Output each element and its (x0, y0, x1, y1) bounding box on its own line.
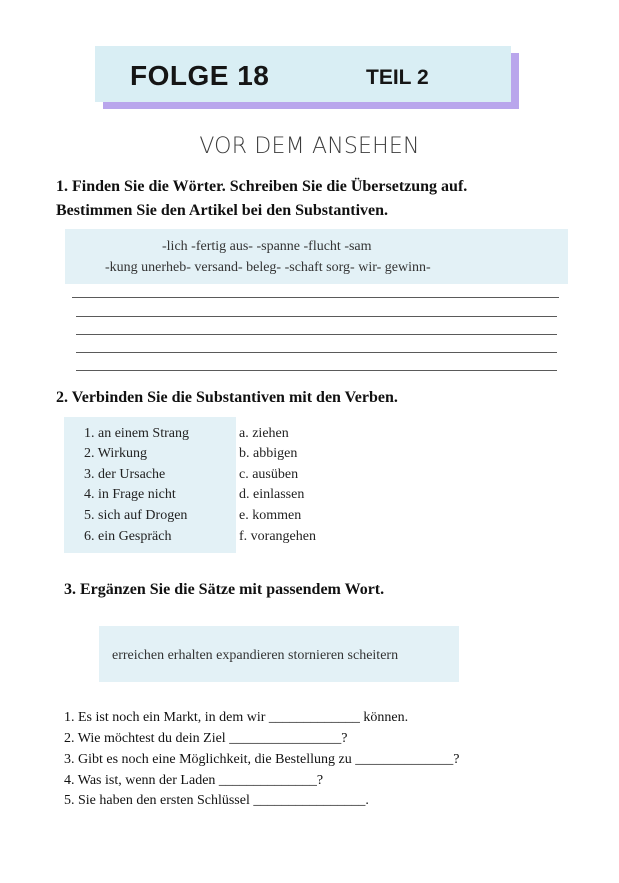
gap-sentence: 4. Was ist, wenn der Laden ______________? (64, 773, 324, 788)
task1-heading-line1: 1. Finden Sie die Wörter. Schreiben Sie die Übersetzung auf. (56, 178, 468, 195)
task3-heading: 3. Ergänzen Sie die Sätze mit passendem Wort. (64, 581, 385, 598)
match-left-item: 1. an einem Strang (84, 426, 189, 441)
match-left-item: 4. in Frage nicht (84, 487, 176, 502)
answer-line (72, 297, 559, 298)
section-title: VOR DEM ANSEHEN (199, 134, 420, 159)
match-right-item: f. vorangehen (239, 529, 316, 544)
answer-line (76, 316, 557, 317)
match-right-item: d. einlassen (239, 487, 305, 502)
answer-line (76, 370, 557, 371)
fragments-row-2: -kung unerheb- versand- beleg- -schaft sorg- wir- gewinn- (105, 260, 431, 275)
answer-line (76, 334, 557, 335)
match-right-item: e. kommen (239, 508, 302, 523)
task2-heading: 2. Verbinden Sie die Substantiven mit den Verben. (56, 389, 398, 406)
episode-title: FOLGE 18 (130, 60, 270, 91)
match-left-item: 5. sich auf Drogen (84, 508, 188, 523)
fragments-row-1: -lich -fertig aus- -spanne -flucht -sam (162, 239, 372, 254)
answer-line (76, 352, 557, 353)
gap-sentence: 3. Gibt es noch eine Möglichkeit, die Bestellung zu ______________? (64, 752, 460, 767)
gap-sentence: 2. Wie möchtest du dein Ziel ________________? (64, 731, 348, 746)
part-label: TEIL 2 (366, 66, 429, 89)
match-left-item: 2. Wirkung (84, 446, 147, 461)
match-right-item: c. ausüben (239, 467, 299, 482)
match-right-item: b. abbigen (239, 446, 298, 461)
match-left-item: 3. der Ursache (84, 467, 166, 482)
gap-sentence: 1. Es ist noch ein Markt, in dem wir _____________ können. (64, 710, 409, 725)
match-right-item: a. ziehen (239, 426, 289, 441)
match-left-item: 6. ein Gespräch (84, 529, 172, 544)
word-bank: erreichen erhalten expandieren stornieren scheitern (112, 648, 399, 663)
task1-heading-line2: Bestimmen Sie den Artikel bei den Substantiven. (56, 202, 389, 219)
gap-sentence: 5. Sie haben den ersten Schlüssel ________________. (64, 793, 369, 808)
